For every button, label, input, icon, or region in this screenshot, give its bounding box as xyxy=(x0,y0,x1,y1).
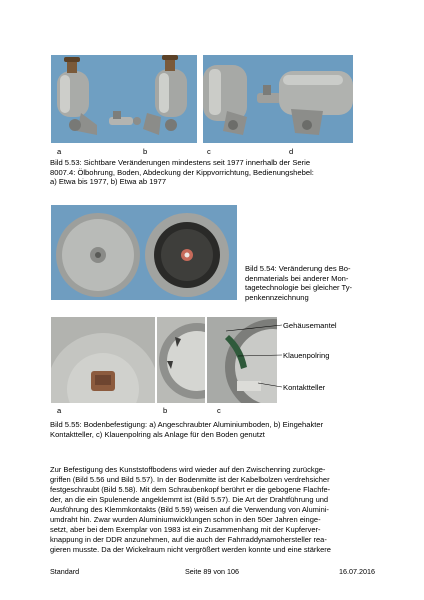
photo-bottom-fastening-a xyxy=(51,317,155,403)
figure-554-caption-line-2: denmaterials bei anderer Mon- xyxy=(245,273,349,283)
figure-555-label-c: c xyxy=(217,406,221,415)
photo-dynamo-bottoms xyxy=(51,205,237,300)
figure-553-label-d: d xyxy=(289,147,294,156)
figure-553-caption-line-2: 8007.4: Ölbohrung, Boden, Abdeckung der Kippvorrichtung, Bedienungshebel: xyxy=(50,167,314,177)
figure-554-caption-line-1: Bild 5.54: Veränderung des Bo- xyxy=(245,264,351,273)
figure-554-caption xyxy=(245,264,375,302)
body-line-7: setzt, aber bei dem Exemplar von 1983 ist ein Zusammenhang mit der Kupferver- xyxy=(50,524,321,534)
figure-553-label-a: a xyxy=(57,147,62,156)
figure-553-caption-line-1: Bild 5.53: Sichtbare Veränderungen mindestens seit 1977 innerhalb der Serie xyxy=(50,158,311,167)
body-line-6: umdraht hin. Zwar wurden Aluminiumwicklungen schon in den 50er Jahren einge- xyxy=(50,514,321,524)
figure-555-caption-line-1: Bild 5.55: Bodenbefestigung: a) Angeschraubter Aluminiumboden, b) Eingehakter xyxy=(50,420,324,429)
photo-dynamos-a-b xyxy=(51,55,197,143)
footer-date: 16.07.2016 xyxy=(339,567,375,576)
figure-555-caption xyxy=(50,420,380,439)
figure-553-caption xyxy=(50,158,370,187)
figure-555-caption-line-2: Kontaktteller, c) Klauenpolring als Anlage für den Boden genutzt xyxy=(50,429,265,439)
photo-dynamos-c-d xyxy=(203,55,353,143)
body-line-1: Zur Befestigung des Kunststoffbodens wird wieder auf den Zwischenring zurückge- xyxy=(50,465,326,474)
annotation-kontaktteller: Kontaktteller xyxy=(283,383,326,392)
figure-555-label-b: b xyxy=(163,406,168,415)
figure-553-caption-line-3: a) Etwa bis 1977, b) Etwa ab 1977 xyxy=(50,177,167,187)
body-line-5: Ausführung des Klemmkontakts (Bild 5.59) weisen auf die Verwendung von Alumini- xyxy=(50,504,329,514)
figure-554-caption-line-3: tagetechnologie bei gleicher Ty- xyxy=(245,283,353,293)
figure-554-caption-line-4: penkennzeichnung xyxy=(245,292,309,302)
footer-left: Standard xyxy=(50,567,80,576)
body-line-2: griffen (Bild 5.56 und Bild 5.57). In der Bodenmitte ist der Kabelbolzen verdrehsicher xyxy=(50,474,330,484)
figure-555-label-a: a xyxy=(57,406,62,415)
body-line-4: der, an die ein Spulenende angeklemmt ist (Bild 5.57). Die Art der Drahtführung und xyxy=(50,494,329,504)
footer-page-number: Seite 89 von 106 xyxy=(185,567,239,576)
figure-553-label-c: c xyxy=(207,147,211,156)
body-line-8: knappung in der DDR anzunehmen, auf die auch der Fahrraddynamohersteller rea- xyxy=(50,534,327,544)
photo-bottom-fastening-b xyxy=(157,317,205,403)
annotation-klauenpolring: Klauenpolring xyxy=(283,351,330,360)
body-line-3: festgeschraubt (Bild 5.58). Mit dem Schraubenkopf berührt er die gebogene Flachfe- xyxy=(50,484,331,494)
body-paragraph xyxy=(50,465,380,555)
annotation-gehaeusemantel: Gehäusemantel xyxy=(283,321,337,330)
body-line-9: gieren musste. Da der Wickelraum nicht vergrößert werden konnte und eine stärkere xyxy=(50,544,331,554)
photo-bottom-fastening-c xyxy=(207,317,277,403)
figure-553-label-b: b xyxy=(143,147,148,156)
